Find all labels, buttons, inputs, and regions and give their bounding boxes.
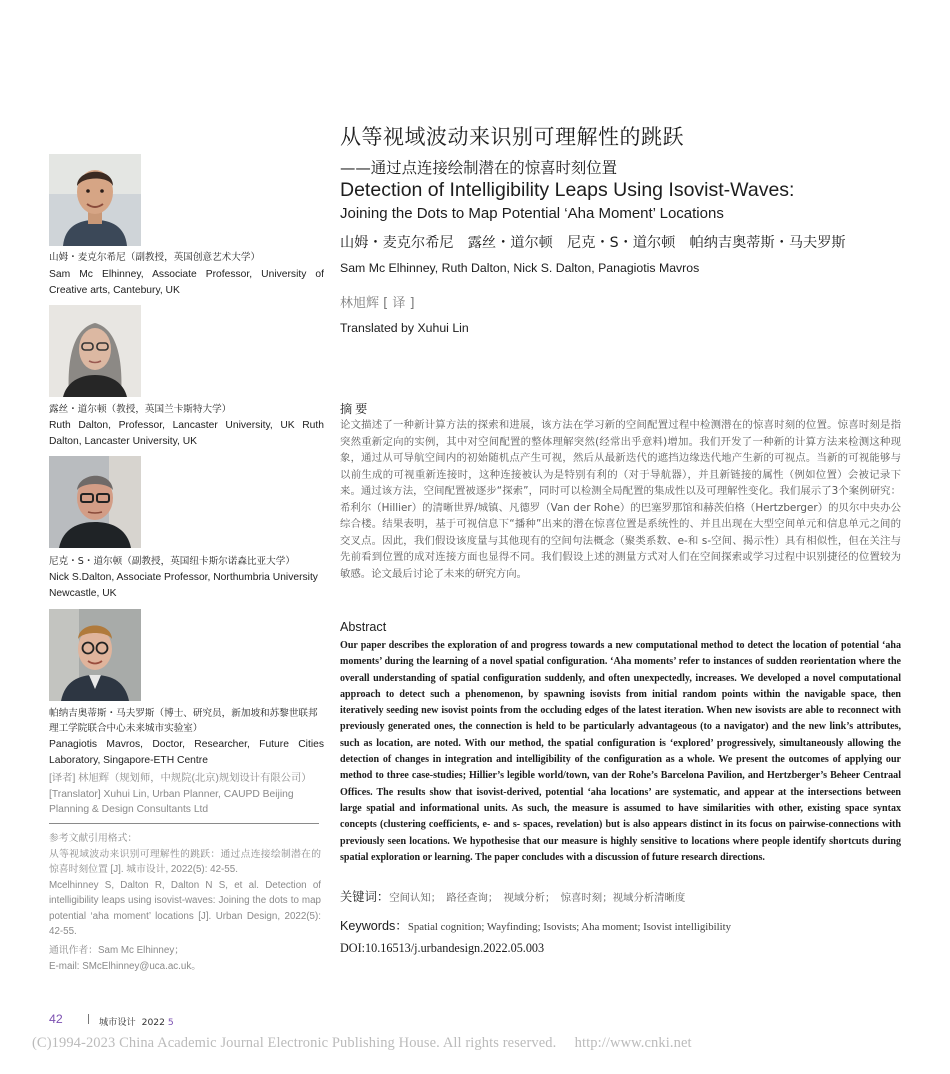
title-cn: 从等视域波动来识别可理解性的跳跃 [340, 125, 684, 149]
translator-byline-cn: 林旭辉 [ 译 ] [340, 296, 415, 311]
keywords-label-en: Keywords： [340, 919, 408, 933]
journal-year: 2022 [141, 1017, 165, 1028]
author-photo [49, 609, 141, 701]
citation-block [49, 831, 321, 940]
correspondence [49, 943, 321, 974]
authors-byline-en: Sam Mc Elhinney, Ruth Dalton, Nick S. Dalton, Panagiotis Mavros [340, 261, 700, 275]
journal-name: 城市设计 [99, 1017, 136, 1028]
journal-footer [99, 1014, 174, 1028]
author-affiliation-cn: 帕纳吉奥蒂斯・马夫罗斯（博士、研究员，新加坡和苏黎世联邦理工学院联合中心未来城市实验室） [49, 708, 318, 734]
keywords-label-cn: 关键词： [340, 890, 390, 904]
translator-note [49, 771, 324, 818]
abstract-heading-en: Abstract [340, 620, 387, 634]
translator-byline-en: Translated by Xuhui Lin [340, 321, 469, 335]
correspondence-author: 通讯作者：Sam Mc Elhinney； [49, 945, 185, 956]
page-number: 42 [49, 1012, 63, 1026]
author-affiliation-cn: 山姆・麦克尔希尼（副教授，英国创意艺术大学） [49, 252, 261, 263]
translator-note-cn: [译者] 林旭辉（规划师，中规院(北京)规划设计有限公司） [49, 773, 312, 784]
divider [49, 823, 319, 824]
title-en: Detection of Intelligibility Leaps Using Isovist-Waves: [340, 179, 795, 201]
abstract-body-cn: 论文描述了一种新计算方法的探索和进展，该方法在学习新的空间配置过程中检测潜在的惊喜时刻的位置。惊喜时刻是指突然重新定向的实例，其中对空间配置的整体理解突然(经常出乎意料)增加。我们开发了一种新的计算方法来检测这种现象，通过从可导航空间内的初始随机点产生可视，然后从最新迭代的遮挡边缘迭代地产生新的可视点。当新的可视能够与以前生成的可视重新连接时，这种连接被认为是特别有利的（对于导航器），并且新链接的属性（例如位置）会被记录下来。通过该方法，空间配置被逐步“探索”，同时可以检测全局配置的集成性以及可理解性变化。我们展示了3个案例研究：希利尔（Hillier）的清晰世界/城镇、凡德罗（Van der Rohe）的巴塞罗那馆和赫茨伯格（Hertzberger）的贝尔中央办公综合楼。结果表明，基于可视信息下“播种”出来的潜在惊喜位置是系统性的、并且出现在大型空间单元和信息单元之间的交叉点。因此，我们假设该度量与其他现有的空间句法概念（聚类系数、e-和 s-空间、揭示性）具有相似性，但在关注与先前看到位置的成对连接方面也显得不同。我们假设上述的测量方式对人们在空间探索或学习过程中识别捷径的位置较为敏感。论文最后讨论了未来的研究方向。 [340, 419, 901, 580]
keywords-cn [340, 887, 685, 905]
author-affiliation-cn: 露丝・道尔顿（教授，英国兰卡斯特大学） [49, 404, 232, 415]
abstract-heading-cn: 摘要 [340, 402, 371, 416]
subtitle-cn: ——通过点连接绘制潜在的惊喜时刻位置 [340, 159, 618, 177]
author-affiliation-cn: 尼克・S・道尔顿（副教授，英国纽卡斯尔诺森比亚大学） [49, 556, 295, 567]
journal-issue: 5 [167, 1017, 174, 1028]
doi: DOI:10.16513/j.urbandesign.2022.05.003 [340, 941, 545, 955]
keywords-list-en: Spatial cognition; Wayfinding; Isovists; Aha moment; Isovist intelligibility [407, 921, 732, 933]
subtitle-en: Joining the Dots to Map Potential ‘Aha Moment’ Locations [340, 205, 724, 222]
citation-heading: 参考文献引用格式： [49, 833, 138, 844]
footer-separator [88, 1014, 89, 1024]
author-affiliation-en: Sam Mc Elhinney, Associate Professor, University of Creative arts, Cantebury, UK [49, 269, 324, 296]
author-affiliation-en: Ruth Dalton, Professor, Lancaster University, UK Ruth Dalton, Lancaster University, UK [49, 420, 324, 447]
author-photo [49, 305, 141, 397]
author-photo [49, 154, 141, 246]
correspondence-email: E-mail: SMcElhinney@uca.ac.uk。 [49, 960, 202, 972]
author-affiliation-en: Panagiotis Mavros, Doctor, Researcher, Future Cities Laboratory, Singapore-ETH Centre [49, 739, 324, 766]
keywords-list-cn: 空间认知； 路径查询； 视域分析； 惊喜时刻；视域分析清晰度 [389, 892, 686, 904]
abstract-body-en: Our paper describes the exploration of and progress towards a new computational method to detect the location of potential ‘aha moments’ during the learning of a novel spatial configuration. ‘Aha moments’ refer to instances of sudden reorientation where the overall understanding of spatial configuration suddenly, and often unexpectedly, increases. We developed a novel computational approach to detect such a phenomenon, by spawning isovists from initial random points within the navigable space, then iteratively seeding new isovist points from the occluding edges of the latest iteration. When new isovists are able to reconnect with previously generated ones, the connection is held to be particularly advantageous (to a navigator) and the new link’s attributes, such as location, are noted. With our method, the spatial configuration is ‘explored’ progressively, simultaneously allowing the detection of changes in integration and intelligibility of the configuration as a whole. We present the outcomes of applying our method to three case-studies; Hillier’s legible world/town, van der Rohe’s Barcelona Pavilion, and Hertzberger’s Beheer Centraal Offices. The results show that isovist-derived, potential ‘aha locations’ are systematic, and appear at the intersections between large spatial and informational units. As such, the measure is assumed to have similarities with other, existing space syntax concepts (clustering coefficients, e- and s- spaces, revelation) but is also appears distinct in its focus on pairwise-connections with previously seen locations. We hypothesise that our measure is highly sensitive to locations where people identify shortcuts during spatial exploration or learning. The paper concludes with a discussion of future research directions. [340, 640, 901, 863]
translator-note-en: [Translator] Xuhui Lin, Urban Planner, CAUPD Beijing Planning & Design Consultants Ltd [49, 788, 294, 815]
citation-cn: 从等视域波动来识别可理解性的跳跃：通过点连接绘制潜在的惊喜时刻位置 [J]. 城市设计, 2022(5): 42-55. [49, 848, 321, 875]
author-affiliation-en: Nick S.Dalton, Associate Professor, Northumbria University Newcastle, UK [49, 572, 318, 599]
keywords-en [340, 915, 731, 934]
author-photo [49, 456, 141, 548]
copyright-watermark: (C)1994-2023 China Academic Journal Electronic Publishing House. All rights reserved. http://www.cnki.net [32, 1035, 692, 1051]
authors-byline-cn: 山姆・麦克尔希尼 露丝・道尔顿 尼克・S・道尔顿 帕纳吉奥蒂斯・马夫罗斯 [340, 235, 846, 251]
citation-en: Mcelhinney S, Dalton R, Dalton N S, et al. Detection of intelligibility leaps using isovist-waves: Joining the dots to map potential ‘aha moment’ locations [J]. Urban Design, 2022(5): 42-55. [49, 879, 321, 937]
